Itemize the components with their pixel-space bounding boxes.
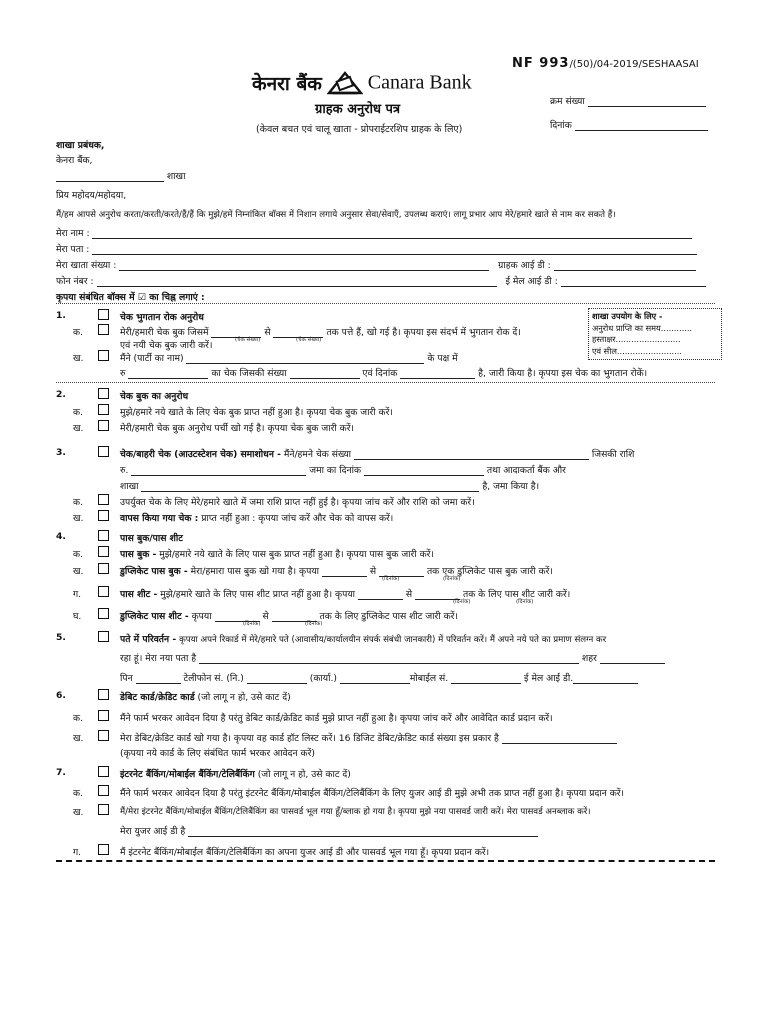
section-6b-text: मेरा डेबिट/क्रेडिट कार्ड खो गया है। कृपया वह कार्ड हॉट लिस्ट करें। 16 डिजिट डेबिट/क्रेडिट कार्ड संख्या इस प्रकार है xyxy=(120,731,617,744)
intro-text: मैं/हम आपसे अनुरोध करता/करती/करते/हैं/हैं कि मुझे/हमें निम्नांकित बॉक्स में निशान लगाये अनुसार सेवा/सेवाएँ, उपलब्ध कराएं। लागू प्रभार आप मेरे/हमारे खाते से नाम कर सकते हैं। xyxy=(56,210,616,220)
section-4c-label: ग. xyxy=(73,589,82,600)
section-7a-label: क. xyxy=(73,788,83,799)
cut-line xyxy=(56,860,715,862)
section-1-checkbox[interactable] xyxy=(98,309,119,320)
section-2-number: 2. xyxy=(56,389,66,400)
section-3b-checkbox[interactable] xyxy=(98,510,119,521)
account-field[interactable]: मेरा खाता संख्या : ग्राहक आई डी : xyxy=(56,258,715,271)
section-3-text: चेक/बाहरी चेक (आउटस्टेशन चेक) समाशोधन - मैंने/हमने चेक संख्या जिसकी राशि xyxy=(120,449,635,460)
section-4-checkbox[interactable] xyxy=(98,530,119,541)
office-use-title: शाखा उपयोग के लिए - xyxy=(592,311,663,321)
office-use-seal: एवं सील......................... xyxy=(592,345,682,356)
section-4-number: 4. xyxy=(56,531,66,542)
form-subtitle: (केवल बचत एवं चालू खाता - प्रोपराईटरशिप ग्राहक के लिए) xyxy=(256,124,463,135)
section-4d-checkbox[interactable] xyxy=(98,608,119,619)
date-hint: (दिनांक) xyxy=(243,621,261,627)
cheque-number-hint-1: (चेक संख्या) xyxy=(235,337,261,343)
section-5-checkbox[interactable] xyxy=(98,631,119,642)
date-hint: (दिनांक) xyxy=(382,576,400,582)
serial-number-field[interactable] xyxy=(550,94,706,107)
form-title: ग्राहक अनुरोध पत्र xyxy=(315,102,401,117)
section-6b-note: (कृपया नये कार्ड के लिए संबंधित फार्म भरकर आवेदन करें) xyxy=(120,748,315,759)
section-3b-label: ख. xyxy=(73,513,84,524)
salutation: प्रिय महोदय/महोदया, xyxy=(56,190,127,201)
serial-label: क्रम संख्या xyxy=(550,96,585,107)
section-6a-label: क. xyxy=(73,713,83,724)
section-4b-label: ख. xyxy=(73,566,84,577)
section-6b-label: ख. xyxy=(73,733,84,744)
section-7c-checkbox[interactable] xyxy=(98,844,119,855)
section-4b-text: डुप्लिकेट पास बुक - मेरा/हमारा पास बुक खो गया है। कृपया से तक एक डुप्लिकेट पास बुक जारी करें। xyxy=(120,566,553,577)
section-2b-text: मेरी/हमारी चेक बुक अनुरोध पर्ची खो गई है। कृपया चेक बुक जारी करें। xyxy=(120,423,354,434)
instruction: कृपया संबंधित बॉक्स में ☑ का चिह्न लगाएं : xyxy=(56,292,205,303)
addressee-line2: केनरा बैंक, xyxy=(56,155,93,166)
section-2-checkbox[interactable] xyxy=(98,388,119,399)
divider xyxy=(56,382,715,383)
section-7-checkbox[interactable] xyxy=(98,766,119,777)
section-1b-checkbox[interactable] xyxy=(98,350,119,361)
office-use-time: अनुरोध प्राप्ति का समय............ xyxy=(592,322,693,333)
branch-field[interactable] xyxy=(56,169,185,182)
date-hint: (दिनांक) xyxy=(516,599,534,605)
section-7b-checkbox[interactable] xyxy=(98,804,119,815)
section-1a-text: मेरी/हमारी चेक बुक जिसमें से तक पत्ते हैं, खो गई है। कृपया इस संदर्भ में भुगतान रोक दें। xyxy=(120,327,521,338)
section-2b-checkbox[interactable] xyxy=(98,420,119,431)
section-5-text: पते में परिवर्तन - कृपया अपने रिकार्ड में मेरे/हमारे पते (आवासीय/कार्यालयीन संपर्क संबंधी जानकारी) में परिवर्तन करें। मैं अपने नये पते का प्रमाण संलग्न कर xyxy=(120,634,607,645)
bank-name-english: Canara Bank xyxy=(367,71,472,94)
section-3-branch: शाखा है, जमा किया है। xyxy=(120,481,540,492)
section-6-title: डेबिट कार्ड/क्रेडिट कार्ड (जो लागू न हो, उसे काट दें) xyxy=(120,692,291,703)
section-5-number: 5. xyxy=(56,632,66,643)
form-code xyxy=(512,56,699,71)
section-4c-checkbox[interactable] xyxy=(98,586,119,597)
section-3-number: 3. xyxy=(56,447,66,458)
bank-name-hindi: केनरा बैंक xyxy=(252,73,322,95)
section-6-checkbox[interactable] xyxy=(98,689,119,700)
section-4a-label: क. xyxy=(73,549,83,560)
address-field[interactable]: मेरा पता : xyxy=(56,242,715,255)
date-field[interactable] xyxy=(550,118,708,131)
section-1a-checkbox[interactable] xyxy=(98,324,119,335)
section-2a-text: मुझे/हमारे नये खाते के लिए चेक बुक प्राप्त नहीं हुआ है। कृपया चेक बुक जारी करें। xyxy=(120,407,393,418)
section-5-new-address[interactable]: रहा हूं। मेरा नया पता है शहर xyxy=(120,651,665,664)
section-4a-text: पास बुक - मुझे/हमारे नये खाते के लिए पास बुक प्राप्त नहीं हुआ है। कृपया पास बुक जारी करें। xyxy=(120,549,434,560)
section-1a-label: क. xyxy=(73,327,83,338)
section-4c-text: पास शीट - मुझे/हमारे खाते के लिए पास शीट प्राप्त नहीं हुआ है। कृपया से तक के लिए पास शीट जारी करें। xyxy=(120,589,571,600)
branch-suffix: शाखा xyxy=(166,171,186,182)
section-3b-text: वापस किया गया चेक : प्राप्त नहीं हुआ : कृपया जांच करें और चेक को वापस करें। xyxy=(120,513,394,524)
section-7b-label: ख. xyxy=(73,807,84,818)
section-2b-label: ख. xyxy=(73,423,84,434)
section-7-number: 7. xyxy=(56,767,66,778)
section-1-title: चेक भुगतान रोक अनुरोध xyxy=(120,312,204,323)
section-7-title: इंटरनेट बैंकिंग/मोबाईल बैंकिंग/टेलिबैंकिंग (जो लागू न हो, उसे काट दें) xyxy=(120,769,351,780)
addressee-line1: शाखा प्रबंधक, xyxy=(56,140,105,151)
section-3-checkbox[interactable] xyxy=(98,446,119,457)
section-1b-text-cont: रु का चेक जिसकी संख्या एवं दिनांक है, जारी किया है। कृपया इस चेक का भुगतान रोकें। xyxy=(120,368,648,379)
section-3a-checkbox[interactable] xyxy=(98,494,119,505)
section-6-number: 6. xyxy=(56,690,66,701)
section-7a-checkbox[interactable] xyxy=(98,785,119,796)
form-code-rest: /(50)/04-2019/SESHAASAI xyxy=(569,59,699,70)
canara-logo-icon xyxy=(327,71,363,95)
office-use-box xyxy=(588,308,722,360)
section-7b-userid[interactable]: मेरा युजर आई डी है xyxy=(120,824,538,837)
date-hint: (दिनांक) xyxy=(305,621,323,627)
section-7b-text: मैं/मेरा इंटरनेट बैंकिंग/मोबाईल बैंकिंग/टेलिबैंकिंग का पासवर्ड भूल गया हूँ/ब्लाक हो गया है। कृपया मुझे नया पासवर्ड जारी करें। मेरा पासवर्ड अनब्लाक करें। xyxy=(120,807,591,817)
section-3a-label: क. xyxy=(73,497,83,508)
section-7c-label: ग. xyxy=(73,847,82,858)
section-4d-text: डुप्लिकेट पास शीट - कृपया से तक के लिए डुप्लिकेट पास शीट जारी करें। xyxy=(120,611,458,622)
section-6b-checkbox[interactable] xyxy=(98,730,119,741)
section-1b-text: मैंने (पार्टी का नाम) के पक्ष में xyxy=(120,353,458,364)
divider xyxy=(56,303,715,304)
section-3a-text: उपर्युक्त चेक के लिए मेरे/हमारे खाते में जमा राशि प्राप्त नहीं हुई है। कृपया जांच करें और राशि को जमा करें। xyxy=(120,497,475,508)
phone-field[interactable]: फोन नंबर : ई मेल आई डी : xyxy=(56,274,715,287)
section-7a-text: मैंने फार्म भरकर आवेदन दिया है परंतु इंटरनेट बैंकिंग/मोबाईल बैंकिंग/टेलिबैंकिंग के लिए युजर आई डी मुझे अभी तक प्राप्त नहीं हुआ है। कृपया प्रदान करें। xyxy=(120,788,625,799)
section-1b-label: ख. xyxy=(73,353,84,364)
bank-logo xyxy=(252,70,472,100)
section-6a-checkbox[interactable] xyxy=(98,710,119,721)
section-2-title: चेक बुक का अनुरोध xyxy=(120,391,189,402)
section-7c-text: मैं इंटरनेट बैंकिंग/मोबाईल बैंकिंग/टेलिबैंकिंग का अपना युजर आई डी और पासवर्ड भूल गया हूँ। कृपया प्रदान करें। xyxy=(120,847,490,858)
section-1-number: 1. xyxy=(56,310,66,321)
section-4a-checkbox[interactable] xyxy=(98,546,119,557)
section-3-text-cont: रु. जमा का दिनांक तथा आदाकर्ता बैंक और xyxy=(120,465,566,476)
office-use-signature: हस्ताक्षर......................... xyxy=(592,334,681,344)
section-2a-label: क. xyxy=(73,407,83,418)
name-field[interactable]: मेरा नाम : xyxy=(56,226,715,239)
section-4d-label: घ. xyxy=(73,611,82,622)
section-1a-text3: एवं नयी चेक बुक जारी करें। xyxy=(120,340,213,351)
section-2a-checkbox[interactable] xyxy=(98,404,119,415)
section-4b-checkbox[interactable] xyxy=(98,563,119,574)
section-5-contact[interactable]: पिन टेलीफोन सं. (नि.) (कार्या.) मोबाईल सं. ई मेल आई डी. xyxy=(120,671,638,684)
form-code-bold: NF 993 xyxy=(512,56,570,71)
section-4-title: पास बुक/पास शीट xyxy=(120,533,183,544)
cheque-number-hint-2: (चेक संख्या) xyxy=(296,337,322,343)
date-hint: (दिनांक) xyxy=(453,599,471,605)
date-hint: (दिनांक) xyxy=(443,576,461,582)
section-6a-text: मैंने फार्म भरकर आवेदन दिया है परंतु डेबिट कार्ड/क्रेडिट कार्ड मुझे प्राप्त नहीं हुआ है। कृपया जांच करें और आवेदित कार्ड प्रदान करें। xyxy=(120,713,553,724)
date-label: दिनांक xyxy=(550,120,572,131)
